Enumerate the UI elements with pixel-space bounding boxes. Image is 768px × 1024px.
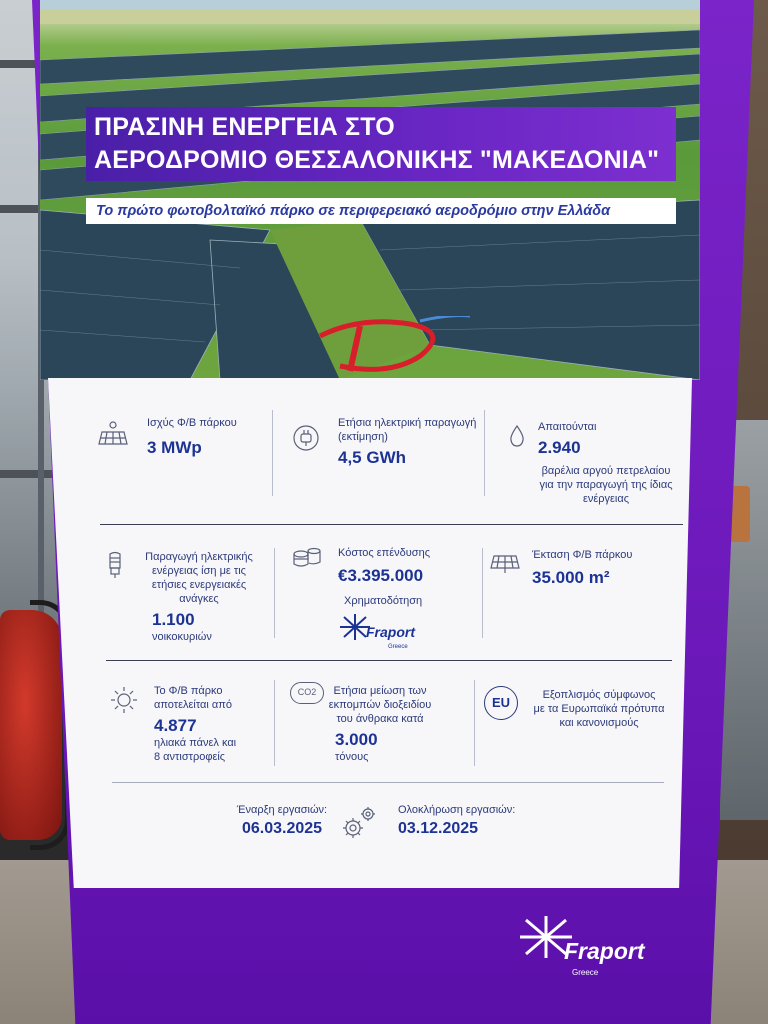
funding-brand-sub: Greece (388, 644, 408, 650)
eu-block (524, 688, 674, 730)
footer-brand-sub: Greece (572, 968, 599, 977)
oil-value: 2.940 (538, 438, 581, 457)
production-block (338, 416, 488, 468)
end-date-value: 03.12.2025 (398, 820, 479, 837)
households-label-4: ανάγκες (179, 593, 219, 605)
cost-label: Κόστος επένδυσης (338, 547, 431, 559)
panels-note-2: 8 αντιστροφείς (154, 751, 226, 763)
households-label-2: ενέργειας ίση με τις (152, 565, 246, 577)
cost-value: €3.395.000 (338, 566, 424, 585)
production-label-1: Ετήσια ηλεκτρική παραγωγή (338, 417, 477, 429)
solar-panel-icon (98, 420, 128, 446)
eu-label-1: Εξοπλισμός σύμφωνος (542, 689, 656, 701)
banner-subtitle: Το πρώτο φωτοβολταϊκό πάρκο σε περιφερειακό αεροδρόμιο στην Ελλάδα (86, 198, 676, 224)
households-label-3: ετήσιες ενεργειακές (151, 579, 247, 591)
start-date-label: Έναρξη εργασιών: (236, 804, 328, 816)
start-date-value: 06.03.2025 (241, 820, 323, 837)
co2-label-1: Ετήσια μείωση των (333, 685, 427, 697)
area-value: 35.000 m² (532, 568, 610, 587)
co2-label-3: του άνθρακα κατά (336, 713, 424, 725)
title-line-1: ΠΡΑΣΙΝΗ ΕΝΕΡΓΕΙΑ ΣΤΟ (94, 113, 395, 141)
oil-drop-icon (508, 424, 526, 448)
funding-fraport-logo (338, 612, 415, 650)
production-value: 4,5 GWh (338, 448, 407, 467)
plug-icon (292, 424, 320, 452)
households-note: νοικοκυριών (152, 631, 212, 643)
start-date-block (222, 803, 342, 839)
panels-note-1: ηλιακά πάνελ και (154, 737, 237, 749)
households-value: 1.100 (152, 610, 195, 629)
end-date-block (398, 803, 538, 839)
title-line-2: ΑΕΡΟΔΡΟΜΙΟ ΘΕΣΣΑΛΟΝΙΚΗΣ "ΜΑΚΕΔΟΝΙΑ" (94, 146, 660, 174)
eu-badge: EU (484, 686, 518, 720)
oil-block (526, 420, 686, 506)
co2-block (300, 684, 460, 764)
fraport-footer-logo (516, 912, 645, 977)
households-label-1: Παραγωγή ηλεκτρικής (145, 551, 253, 563)
solar-panel-icon (490, 550, 520, 574)
capacity-label: Ισχύς Φ/Β πάρκου (147, 417, 237, 429)
cost-block (338, 546, 488, 608)
panels-block (154, 684, 274, 764)
lightbulb-icon (106, 550, 124, 580)
funding-label: Χρηματοδότηση (344, 595, 423, 607)
sun-icon (110, 686, 138, 714)
end-date-label: Ολοκλήρωση εργασιών: (398, 804, 516, 816)
eu-label-3: και κανονισμούς (559, 717, 639, 729)
panels-value: 4.877 (154, 716, 197, 735)
footer-brand: Fraport (564, 938, 645, 964)
capacity-value: 3 MWp (147, 438, 202, 457)
oil-note-3: ενέργειας (582, 493, 630, 505)
area-label: Έκταση Φ/Β πάρκου (532, 549, 633, 561)
co2-note: τόνους (335, 751, 369, 763)
coins-icon (292, 546, 322, 570)
production-label-2: (εκτίμηση) (338, 431, 388, 443)
eu-label-2: με τα Ευρωπαϊκά πρότυπα (533, 703, 665, 715)
households-block (134, 550, 264, 644)
watermark-logo (300, 316, 500, 386)
oil-note-2: για την παραγωγή της ίδιας (539, 479, 673, 491)
oil-label: Απαιτούνται (538, 421, 597, 433)
panels-label-1: Το Φ/Β πάρκο (154, 685, 223, 697)
area-block (532, 548, 682, 588)
banner-title (86, 107, 676, 181)
panels-label-2: αποτελείται από (154, 699, 232, 711)
co2-label-2: εκπομπών διοξειδίου (328, 699, 432, 711)
capacity-block (147, 416, 267, 458)
co2-cloud-icon: CO2 (290, 682, 324, 704)
gears-icon (340, 804, 380, 842)
funding-brand: Fraport (366, 624, 415, 640)
fire-extinguisher (0, 610, 62, 840)
co2-value: 3.000 (335, 730, 378, 749)
oil-note-1: βαρέλια αργού πετρελαίου (541, 465, 671, 477)
